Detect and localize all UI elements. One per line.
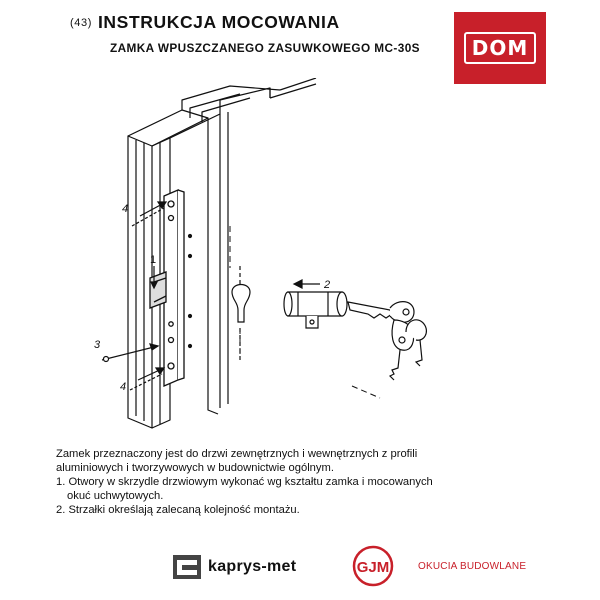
gjm-tagline: OKUCIA BUDOWLANE: [418, 560, 527, 572]
diagram-label: 1: [150, 254, 157, 266]
step-text: 1. Otwory w skrzydle drzwiowym wykonać wg kształtu zamka i mocowanych: [56, 476, 433, 488]
title-text: INSTRUKCJA MOCOWANIA: [97, 12, 340, 32]
lock-faceplate: [150, 190, 184, 386]
diagram-label: 4: [122, 203, 129, 215]
diagram-label: 3: [94, 339, 101, 351]
dom-logo-text: DOM: [464, 32, 537, 64]
cylinder-cutout: [232, 266, 250, 360]
door-profile: [128, 136, 152, 428]
header: [0, 0, 600, 60]
description: [56, 447, 556, 517]
document-subtitle: ZAMKA WPUSZCZANEGO ZASUWKOWEGO MC-30S: [110, 41, 420, 55]
key-icon: [390, 320, 426, 380]
dom-logo: [454, 12, 546, 84]
kaprys-met-logo: [172, 554, 296, 580]
intro-line: Zamek przeznaczony jest do drzwi zewnętrznych i wewnętrznych z profili: [56, 448, 418, 460]
step-text-continued: okuć uchwytowych.: [67, 490, 164, 502]
euro-cylinder: [284, 292, 347, 328]
footer: [0, 540, 600, 600]
list-item: [56, 475, 556, 503]
document-number: (43): [70, 17, 92, 29]
diagram-label: 2: [324, 279, 331, 291]
step-text: 2. Strzałki określają zalecaną kolejność montażu.: [56, 504, 300, 516]
mounting-diagram: [80, 78, 520, 450]
key-icon: [348, 302, 414, 323]
gjm-logo: [352, 545, 526, 587]
kaprys-met-icon: [172, 554, 202, 580]
kaprys-met-text: kaprys-met: [208, 558, 297, 575]
gjm-logo-mark: [352, 545, 394, 587]
list-item: [56, 503, 556, 517]
gjm-logo-text: GJM: [356, 559, 390, 576]
intro-line: aluminiowych i tworzywowych w budownictwie ogólnym.: [56, 462, 334, 474]
diagram-label: 4: [120, 381, 127, 393]
document-title: [70, 12, 340, 33]
